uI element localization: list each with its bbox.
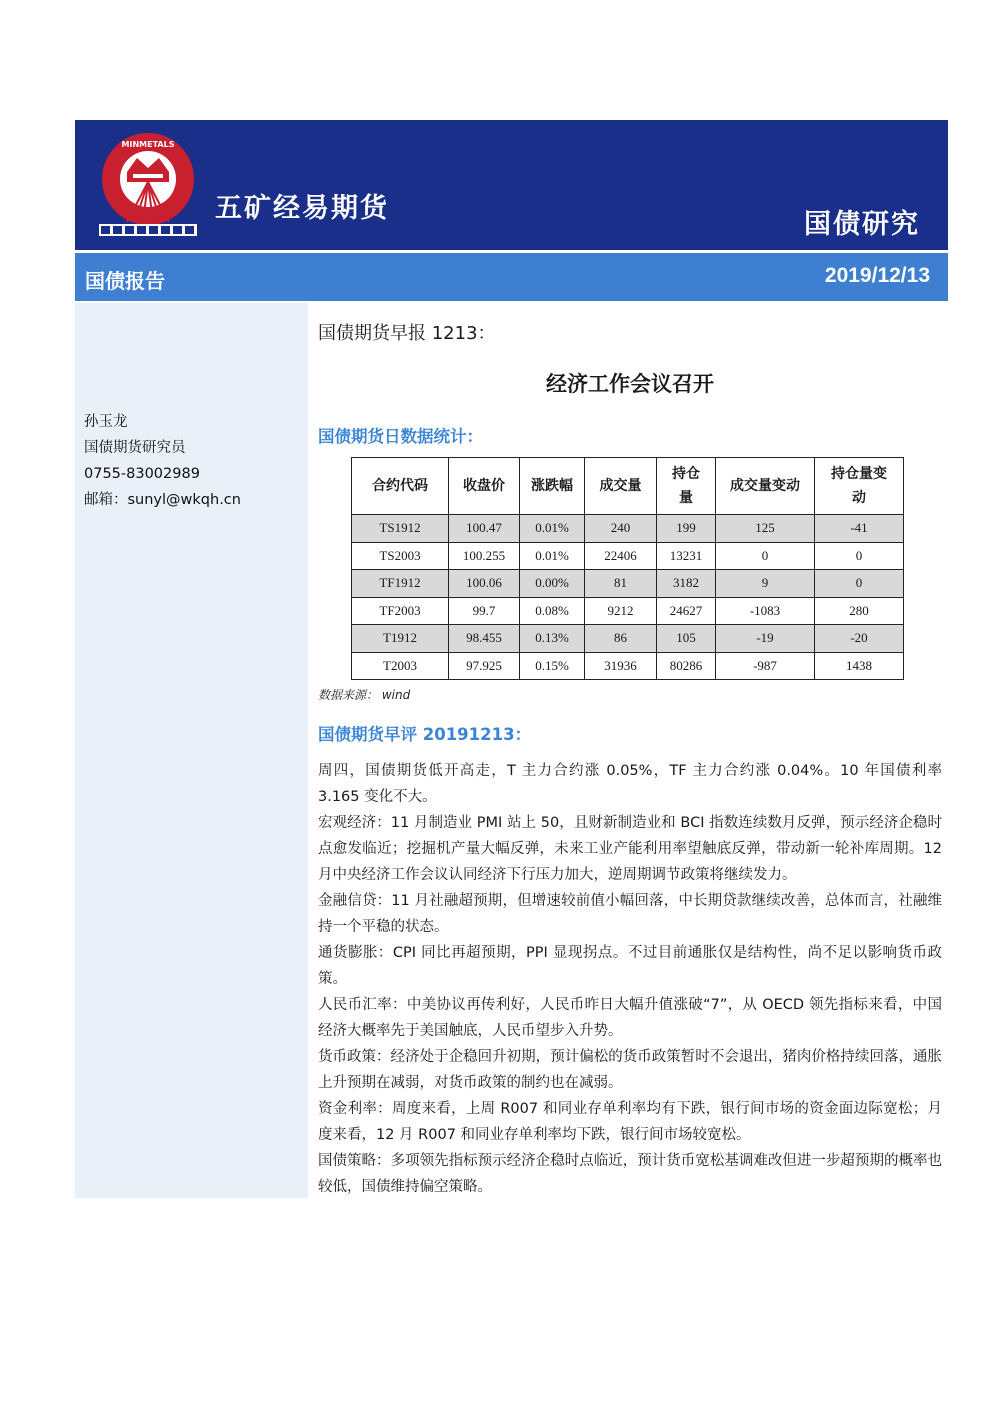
- column-header: 成交量变动: [716, 458, 815, 515]
- author-email[interactable]: 邮箱：sunyl@wkqh.cn: [84, 492, 241, 508]
- table-cell: 100.06: [449, 570, 520, 598]
- table-cell: -41: [815, 515, 904, 543]
- table-cell: 97.925: [449, 652, 520, 680]
- paragraph: 国债策略：多项领先指标预示经济企稳时点临近，预计货币宽松基调难改但进一步超预期的概率也较低，国债维持偏空策略。: [318, 1153, 942, 1195]
- table-cell: TS1912: [352, 515, 449, 543]
- column-header: 收盘价: [449, 458, 520, 515]
- report-type-band: [75, 253, 948, 301]
- author-name: 孙玉龙: [84, 414, 128, 430]
- headline: 经济工作会议召开: [546, 372, 714, 396]
- table-cell: -19: [716, 625, 815, 653]
- report-type: 国债报告: [85, 269, 165, 293]
- stats-heading: 国债期货日数据统计：: [318, 427, 483, 446]
- table-cell: 81: [585, 570, 657, 598]
- table-cell: 100.255: [449, 542, 520, 570]
- paragraph: 人民币汇率：中美协议再传利好，人民币昨日大幅升值涨破“7”，从 OECD 领先指标来看，中国经济大概率先于美国触底，人民币望步入升势。: [318, 997, 942, 1039]
- table-cell: 105: [657, 625, 716, 653]
- table-cell: T2003: [352, 652, 449, 680]
- column-header: 涨跌幅: [520, 458, 585, 515]
- table-cell: 3182: [657, 570, 716, 598]
- table-cell: 0: [716, 542, 815, 570]
- table-row: [352, 597, 904, 625]
- table-cell: -987: [716, 652, 815, 680]
- table-cell: 99.7: [449, 597, 520, 625]
- table-cell: 0: [815, 542, 904, 570]
- table-cell: TS2003: [352, 542, 449, 570]
- author-sidebar: [75, 303, 308, 1198]
- table-cell: 80286: [657, 652, 716, 680]
- author-phone: 0755-83002989: [84, 466, 200, 482]
- table-cell: -1083: [716, 597, 815, 625]
- header-band: [75, 120, 948, 250]
- table-cell: 98.455: [449, 625, 520, 653]
- table-cell: 1438: [815, 652, 904, 680]
- table-row: [352, 570, 904, 598]
- logo-text: MINMETALS: [121, 140, 175, 149]
- author-info: [84, 409, 241, 513]
- minmetals-logo: [97, 132, 199, 238]
- table-cell: T1912: [352, 625, 449, 653]
- table-header-row: [352, 458, 904, 515]
- data-source: 数据来源： wind: [318, 688, 411, 702]
- futures-stats-table: [351, 457, 904, 680]
- table-row: [352, 542, 904, 570]
- paragraph: 资金利率：周度来看，上周 R007 和同业存单利率均有下跌，银行间市场的资金面边际宽松；月度来看，12 月 R007 和同业存单利率均下跌，银行间市场较宽松。: [318, 1101, 942, 1143]
- table-cell: 0.01%: [520, 542, 585, 570]
- table-cell: 22406: [585, 542, 657, 570]
- column-header: 成交量: [585, 458, 657, 515]
- table-row: [352, 625, 904, 653]
- table-cell: 240: [585, 515, 657, 543]
- paragraph: 周四，国债期货低开高走，T 主力合约涨 0.05%，TF 主力合约涨 0.04%。10 年国债利率 3.165 变化不大。: [318, 763, 942, 805]
- table-cell: 280: [815, 597, 904, 625]
- table-cell: 9212: [585, 597, 657, 625]
- table-cell: 0.15%: [520, 652, 585, 680]
- table-cell: 0.13%: [520, 625, 585, 653]
- table-cell: TF1912: [352, 570, 449, 598]
- column-header: 持仓量变动: [815, 458, 904, 515]
- report-date: 2019/12/13: [824, 264, 930, 287]
- paragraph: 货币政策：经济处于企稳回升初期，预计偏松的货币政策暂时不会退出，猪肉价格持续回落，通胀上升预期在减弱，对货币政策的制约也在减弱。: [318, 1049, 942, 1091]
- report-title: 国债期货早报 1213：: [318, 323, 496, 344]
- table-cell: 199: [657, 515, 716, 543]
- commentary-heading: 国债期货早评 20191213：: [318, 725, 532, 744]
- table-cell: 9: [716, 570, 815, 598]
- commentary-body: [318, 758, 942, 1200]
- table-cell: TF2003: [352, 597, 449, 625]
- table-cell: 0.08%: [520, 597, 585, 625]
- author-title: 国债期货研究员: [84, 440, 186, 456]
- table-cell: 0.00%: [520, 570, 585, 598]
- table-cell: 86: [585, 625, 657, 653]
- table-cell: 125: [716, 515, 815, 543]
- table-row: [352, 515, 904, 543]
- company-name: 五矿经易期货: [215, 193, 389, 224]
- paragraph: 金融信贷：11 月社融超预期，但增速较前值小幅回落，中长期贷款继续改善，总体而言，社融维持一个平稳的状态。: [318, 893, 942, 935]
- column-header: 合约代码: [352, 458, 449, 515]
- paragraph: 通货膨胀：CPI 同比再超预期，PPI 显现拐点。不过目前通胀仅是结构性，尚不足以影响货币政策。: [318, 945, 942, 987]
- table-row: [352, 652, 904, 680]
- table-cell: 100.47: [449, 515, 520, 543]
- table-cell: 0: [815, 570, 904, 598]
- table-cell: 31936: [585, 652, 657, 680]
- table-cell: 24627: [657, 597, 716, 625]
- table-cell: 0.01%: [520, 515, 585, 543]
- column-header: 持仓量: [657, 458, 716, 515]
- table-cell: -20: [815, 625, 904, 653]
- table-cell: 13231: [657, 542, 716, 570]
- header-section-title: 国债研究: [804, 209, 920, 240]
- paragraph: 宏观经济：11 月制造业 PMI 站上 50，且财新制造业和 BCI 指数连续数月反弹，预示经济企稳时点愈发临近；挖掘机产量大幅反弹，未来工业产能利用率望触底反弹，带动新一轮补库周期。12 月中央经济工作会议认同经济下行压力加大，逆周期调节政策将继续发力。: [318, 815, 942, 883]
